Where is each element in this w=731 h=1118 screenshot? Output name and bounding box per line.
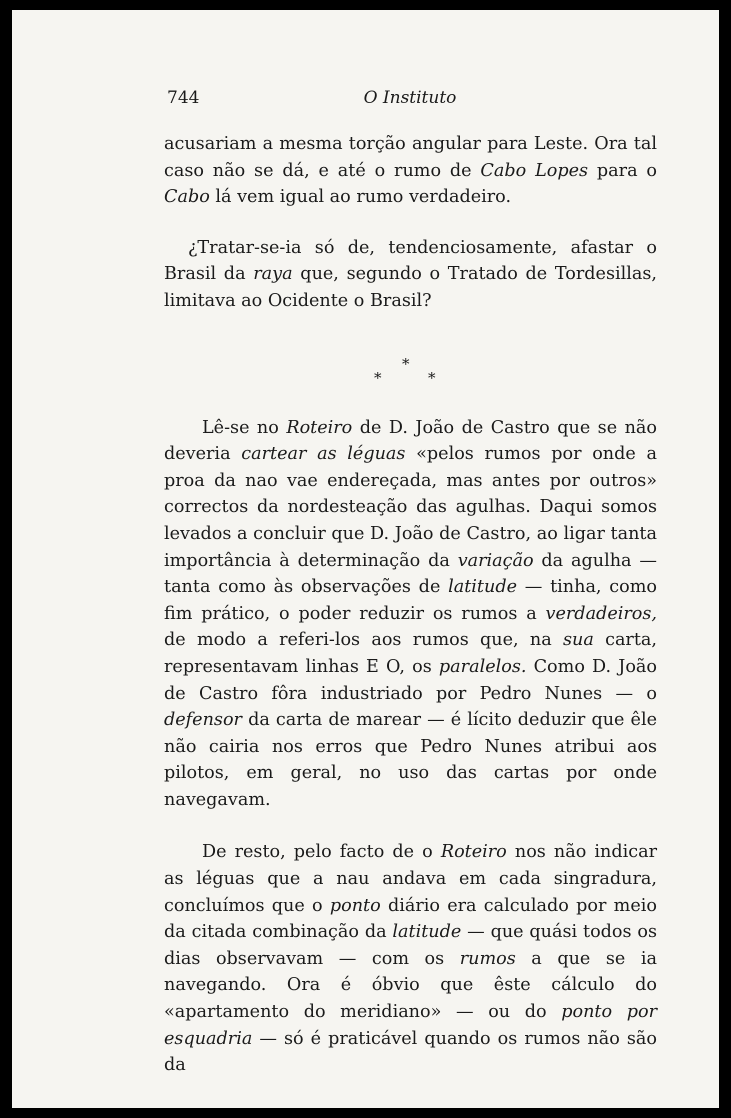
text-span: «pelos rumos por onde a proa da nao vae endereçada, mas antes por outros» correctos da nordesteação das agulhas. Daqui somos levados a concluir que D. João de Castro, ao ligar tanta importância à determinação da <box>164 444 657 571</box>
text-span: da agulha — tanta como às observações de <box>164 550 657 598</box>
italic-span: Cabo Lopes <box>480 160 589 181</box>
text-span: carta, representavam linhas E O, os <box>164 630 657 677</box>
italic-span: paralelos. <box>438 656 527 677</box>
italic-span: ponto <box>329 895 381 916</box>
book-page <box>12 10 719 1108</box>
text-span: para o <box>588 160 657 181</box>
text-span: diário era calculado por meio da citada combinação da <box>164 895 657 943</box>
italic-span: Roteiro <box>286 417 353 438</box>
text-span: acusariam a mesma torção angular para Leste. Ora tal caso não se dá, e até o rumo de <box>164 134 657 181</box>
paragraph-2 <box>164 235 657 315</box>
asterisk-mark: * <box>402 354 410 373</box>
text-span: Como D. João de Castro fôra industriado por Pedro Nunes — o <box>164 656 657 704</box>
page-header <box>167 88 653 112</box>
italic-span: raya <box>253 264 293 285</box>
italic-span: latitude <box>448 577 517 598</box>
text-span: Lê-se no <box>202 417 287 438</box>
paragraph-3 <box>164 415 657 814</box>
asterism-divider <box>164 354 657 387</box>
text-span: a que se ia navegando. Ora é óbvio que êste cálculo do «apartamento do meridiano» — ou do <box>164 948 657 1023</box>
italic-span: cartear as léguas <box>241 444 406 465</box>
italic-span: Cabo <box>164 187 210 208</box>
text-span: — só é praticável quando os rumos não são da <box>164 1028 657 1076</box>
text-span: que, segundo o Tratado de Tordesillas, limitava ao Ocidente o Brasil? <box>164 264 657 311</box>
paragraph-4 <box>164 839 657 1078</box>
page-number: 744 <box>167 88 200 108</box>
italic-span: variação <box>457 550 534 571</box>
asterisk-mark: * <box>374 368 382 387</box>
italic-span: ponto por esquadria <box>164 1002 657 1049</box>
italic-span: rumos <box>459 948 516 969</box>
italic-span: defensor <box>164 710 242 731</box>
italic-span: latitude <box>392 922 462 943</box>
text-span: — tinha, como fim prático, o poder reduzir os rumos a <box>164 577 657 624</box>
text-span: nos não indicar as léguas que a nau andava em cada singradura, concluímos que o <box>164 842 658 916</box>
text-span: De resto, pelo facto de o <box>202 842 441 863</box>
italic-span: Roteiro <box>440 842 507 863</box>
text-span: de D. João de Castro que se não deveria <box>164 417 657 465</box>
paragraph-1 <box>164 131 657 211</box>
asterisk-mark: * <box>428 368 436 387</box>
running-title: O Instituto <box>363 88 457 108</box>
body-text <box>164 131 657 1079</box>
text-span: lá vem igual ao rumo verdadeiro. <box>209 187 512 208</box>
text-span: ¿Tratar-se-ia só de, tendenciosamente, afastar o Brasil da <box>164 237 657 285</box>
italic-span: sua <box>562 630 594 651</box>
text-span: de modo a referi-los aos rumos que, na <box>164 630 563 651</box>
text-span: — que quási todos os dias observavam — com os <box>164 922 657 969</box>
text-span: da carta de marear — é lícito deduzir que êle não cairia nos erros que Pedro Nunes atribui aos pilotos, em geral, no uso das cartas por onde navegavam. <box>164 710 657 810</box>
italic-span: verdadeiros, <box>545 603 657 624</box>
